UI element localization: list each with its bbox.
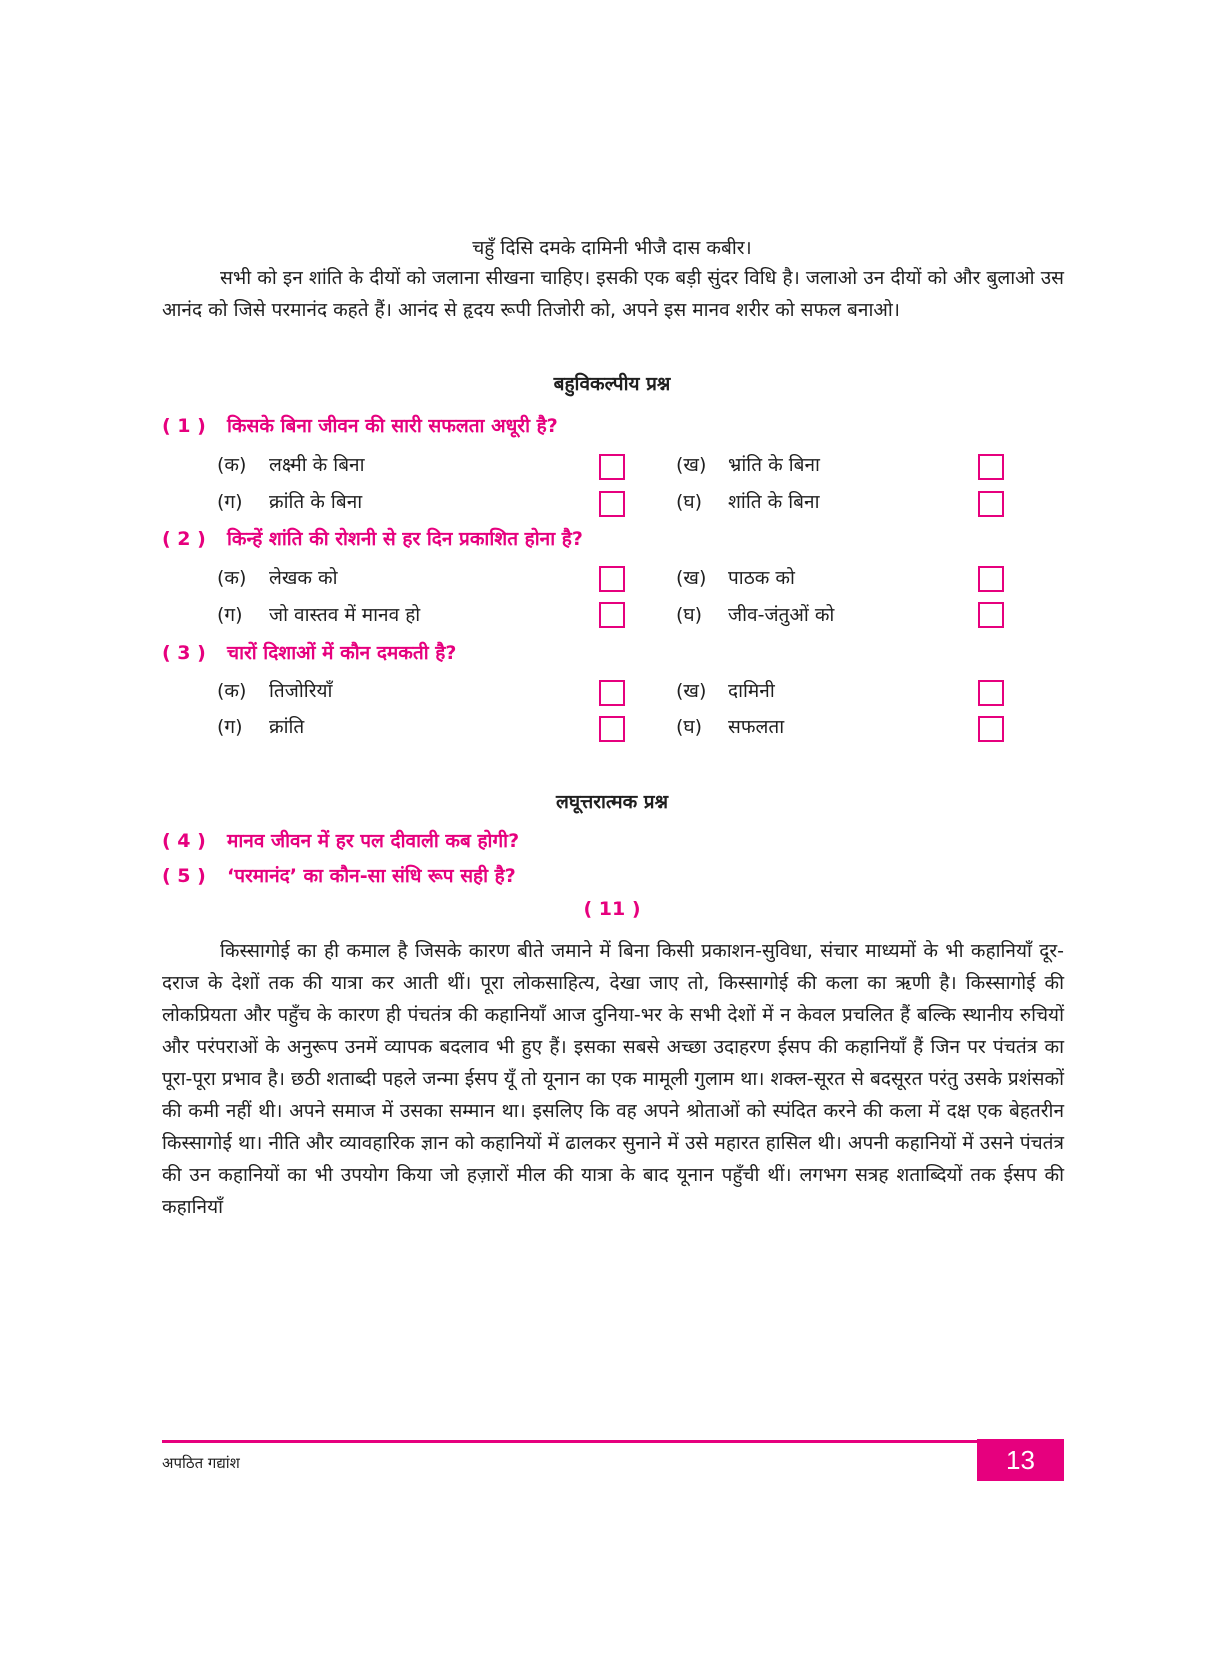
question-number: ( 1 ) [162, 415, 206, 437]
option-q3-ga: (ग) क्रांति [217, 716, 305, 738]
question-3 [162, 639, 456, 665]
intro-paragraph: सभी को इन शांति के दीयों को जलाना सीखना चाहिए। इसकी एक बड़ी सुंदर विधि है। जलाओ उन दीयों को और बुलाओ उस आनंद को जिसे परमानंद कहते हैं। आनंद से हृदय रूपी तिजोरी को, अपने इस मानव शरीर को सफल बनाओ। [162, 267, 1064, 321]
option-q1-kha: (ख) भ्रांति के बिना [676, 454, 820, 476]
option-q3-ka: (क) तिजोरियाँ [217, 680, 333, 702]
question-1 [162, 412, 558, 438]
question-5 [162, 862, 516, 888]
checkbox-q1-kha[interactable] [978, 454, 1004, 480]
question-text: किन्हें शांति की रोशनी से हर दिन प्रकाशित होना है? [227, 528, 583, 550]
checkbox-q2-gha[interactable] [978, 602, 1004, 628]
option-q1-ka: (क) लक्ष्मी के बिना [217, 454, 365, 476]
option-q3-kha: (ख) दामिनी [676, 680, 775, 702]
question-text: ‘परमानंद’ का कौन-सा संधि रूप सही है? [227, 865, 516, 887]
checkbox-q3-ga[interactable] [599, 716, 625, 742]
question-2 [162, 525, 583, 551]
question-text: किसके बिना जीवन की सारी सफलता अधूरी है? [227, 415, 558, 437]
option-q3-gha: (घ) सफलता [676, 716, 785, 738]
question-number: ( 5 ) [162, 865, 206, 887]
checkbox-q3-ka[interactable] [599, 680, 625, 706]
passage-paragraph: किस्सागोई का ही कमाल है जिसके कारण बीते जमाने में बिना किसी प्रकाशन-सुविधा, संचार माध्यमों के भी कहानियाँ दूर-दराज के देशों तक की यात्रा कर आती थीं। पूरा लोकसाहित्य, देखा जाए तो, किस्सागोई की कला का ऋणी है। किस्सागोई की लोकप्रियता और पहुँच के कारण ही पंचतंत्र की कहानियाँ आज दुनिया-भर के सभी देशों में न केवल प्रचलित हैं बल्कि स्थानीय रुचियों और परंपराओं के अनुरूप उनमें व्यापक बदलाव भी हुए हैं। इसका सबसे अच्छा उदाहरण ईसप की कहानियाँ हैं जिन पर पंचतंत्र का पूरा-पूरा प्रभाव है। छठी शताब्दी पहले जन्मा ईसप यूँ तो यूनान का एक मामूली गुलाम था। शक्ल-सूरत से बदसूरत परंतु उसके प्रशंसकों की कमी नहीं थी। अपने समाज में उसका सम्मान था। इसलिए कि वह अपने श्रोताओं को स्पंदित करने की कला में दक्ष एक बेहतरीन किस्सागोई था। नीति और व्यावहारिक ज्ञान को कहानियों में ढालकर सुनाने में उसे महारत हासिल थी। अपनी कहानियों में उसने पंचतंत्र की उन कहानियों का भी उपयोग किया जो हज़ारों मील की यात्रा के बाद यूनान पहुँची थीं। लगभग सत्रह शताब्दियों तक ईसप की कहानियाँ [162, 940, 1064, 1218]
option-q1-ga: (ग) क्रांति के बिना [217, 491, 363, 513]
checkbox-q2-ka[interactable] [599, 566, 625, 592]
checkbox-q2-kha[interactable] [978, 566, 1004, 592]
mcq-heading: बहुविकल्पीय प्रश्न [553, 373, 671, 395]
checkbox-q2-ga[interactable] [599, 602, 625, 628]
question-number: ( 2 ) [162, 528, 206, 550]
footer-section-label: अपठित गद्यांश [162, 1454, 240, 1472]
question-text: चारों दिशाओं में कौन दमकती है? [227, 642, 457, 664]
checkbox-q1-ka[interactable] [599, 454, 625, 480]
checkbox-q3-kha[interactable] [978, 680, 1004, 706]
question-number: ( 3 ) [162, 642, 206, 664]
checkbox-q3-gha[interactable] [978, 716, 1004, 742]
question-4 [162, 827, 519, 853]
option-q1-gha: (घ) शांति के बिना [676, 491, 820, 513]
option-q2-ka: (क) लेखक को [217, 567, 338, 589]
question-number: ( 4 ) [162, 830, 206, 852]
couplet-line: चहुँ दिसि दमके दामिनी भीजै दास कबीर। [472, 237, 752, 259]
question-text: मानव जीवन में हर पल दीवाली कब होगी? [227, 830, 520, 852]
option-q2-kha: (ख) पाठक को [676, 567, 795, 589]
checkbox-q1-ga[interactable] [599, 491, 625, 517]
footer-rule [162, 1440, 977, 1443]
checkbox-q1-gha[interactable] [978, 491, 1004, 517]
option-q2-ga: (ग) जो वास्तव में मानव हो [217, 604, 421, 626]
passage-number: ( 11 ) [583, 898, 641, 920]
short-answer-heading: लघूत्तरात्मक प्रश्न [555, 791, 669, 813]
page-number: 13 [977, 1439, 1064, 1481]
option-q2-gha: (घ) जीव-जंतुओं को [676, 604, 835, 626]
